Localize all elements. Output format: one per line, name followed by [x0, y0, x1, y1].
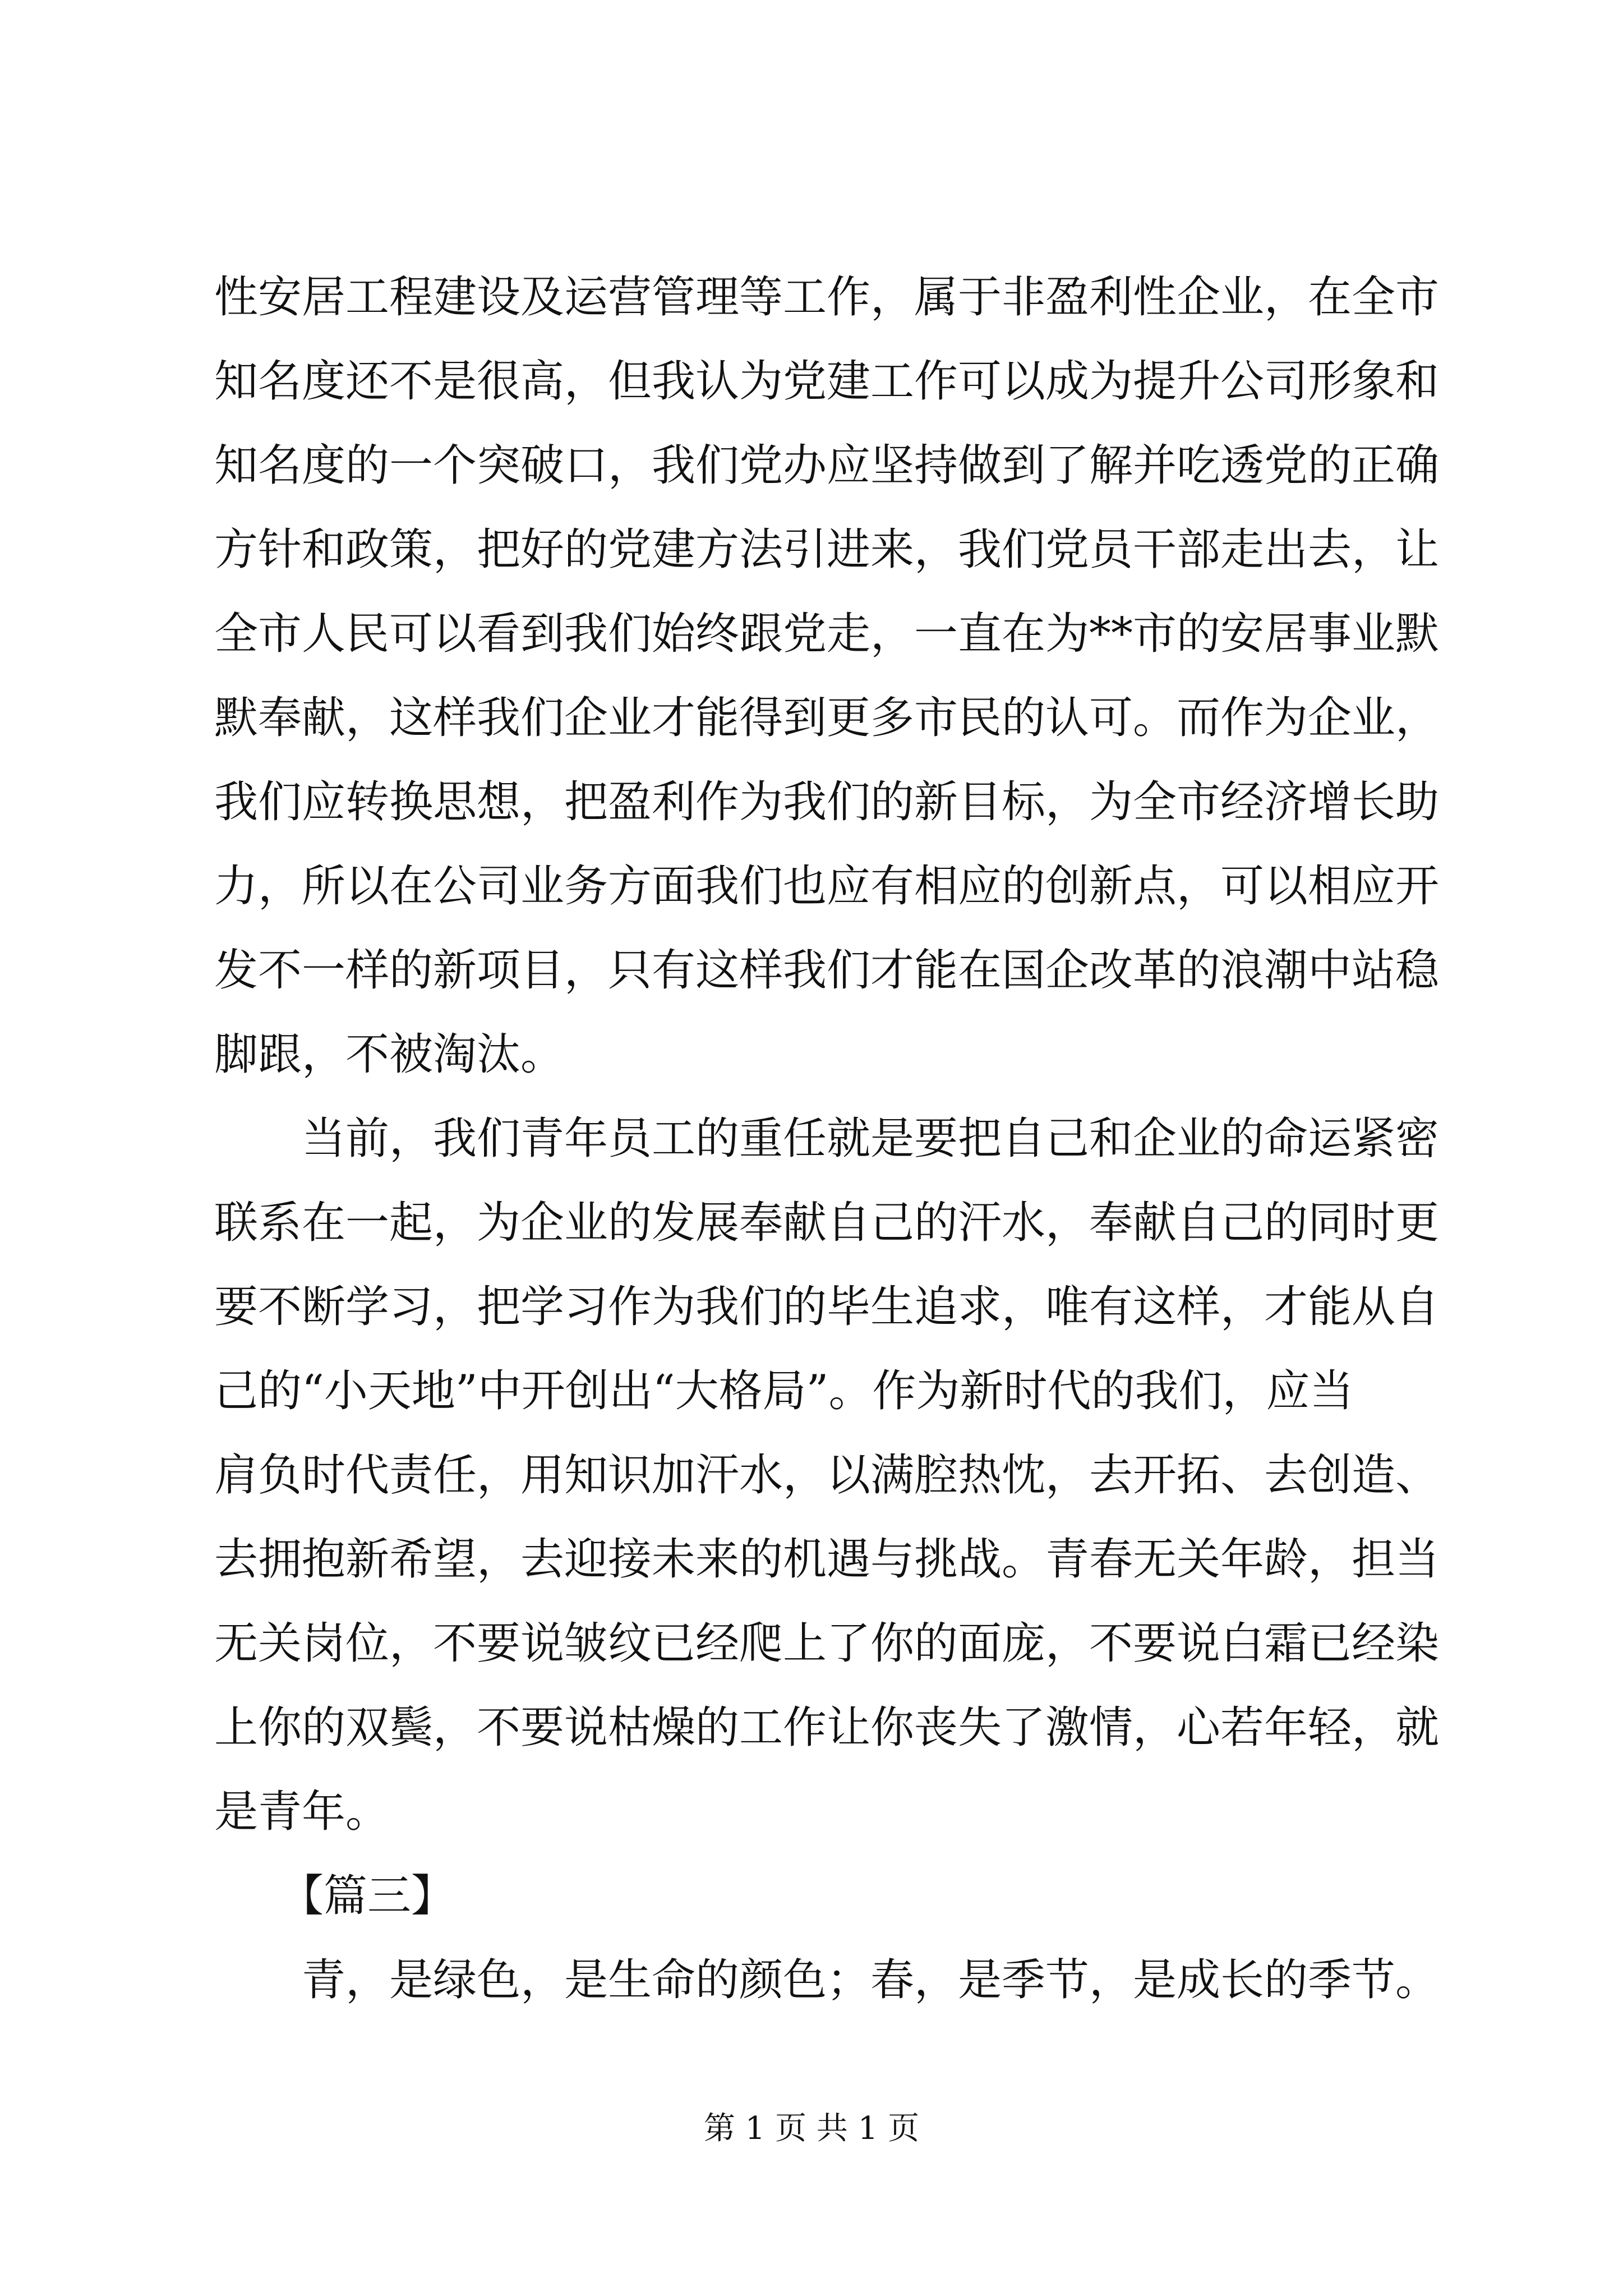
- page-footer: [0, 2106, 1623, 2151]
- text-line: 肩负时代责任，用知识加汗水，以满腔热忱，去开拓、去创造、: [214, 1450, 1440, 1501]
- text-line: 方针和政策，把好的党建方法引进来，我们党员干部走出去，让: [214, 524, 1440, 575]
- text-line: 无关岗位，不要说皱纹已经爬上了你的面庞，不要说白霜已经染: [214, 1618, 1440, 1669]
- text-line: 知名度还不是很高，但我认为党建工作可以成为提升公司形象和: [214, 356, 1440, 407]
- text-line: 力，所以在公司业务方面我们也应有相应的创新点，可以相应开: [214, 861, 1440, 912]
- text-line: 上你的双鬓，不要说枯燥的工作让你丧失了激情，心若年轻，就: [214, 1703, 1440, 1753]
- text-line: 脚跟，不被淘汰。: [214, 1029, 565, 1080]
- text-line: 去拥抱新希望，去迎接未来的机遇与挑战。青春无关年龄，担当: [214, 1534, 1440, 1585]
- text-line: 是青年。: [214, 1787, 390, 1837]
- text-line: 青，是绿色，是生命的颜色；春，是季节，是成长的季节。: [214, 1955, 1440, 2005]
- text-line: 知名度的一个突破口，我们党办应坚持做到了解并吃透党的正确: [214, 440, 1440, 491]
- text-line: 默奉献，这样我们企业才能得到更多市民的认可。而作为企业，: [214, 693, 1440, 743]
- text-line: 要不断学习，把学习作为我们的毕生追求，唯有这样，才能从自: [214, 1282, 1440, 1332]
- text-line: 联系在一起，为企业的发展奉献自己的汗水，奉献自己的同时更: [214, 1198, 1440, 1248]
- section-heading: 【篇三】: [214, 1871, 455, 1921]
- document-body: [214, 255, 1440, 2022]
- text-line: 己的“小天地”中开创出“大格局”。作为新时代的我们，应当: [214, 1366, 1354, 1416]
- text-line: 发不一样的新项目，只有这样我们才能在国企改革的浪潮中站稳: [214, 945, 1440, 996]
- text-line: 当前，我们青年员工的重任就是要把自己和企业的命运紧密: [214, 1114, 1440, 1164]
- text-line: 性安居工程建设及运营管理等工作，属于非盈利性企业，在全市: [214, 272, 1440, 323]
- page-number: 第 1 页 共 1 页: [703, 2110, 920, 2147]
- text-line: 全市人民可以看到我们始终跟党走，一直在为**市的安居事业默: [214, 609, 1440, 659]
- text-line: 我们应转换思想，把盈利作为我们的新目标，为全市经济增长助: [214, 777, 1440, 827]
